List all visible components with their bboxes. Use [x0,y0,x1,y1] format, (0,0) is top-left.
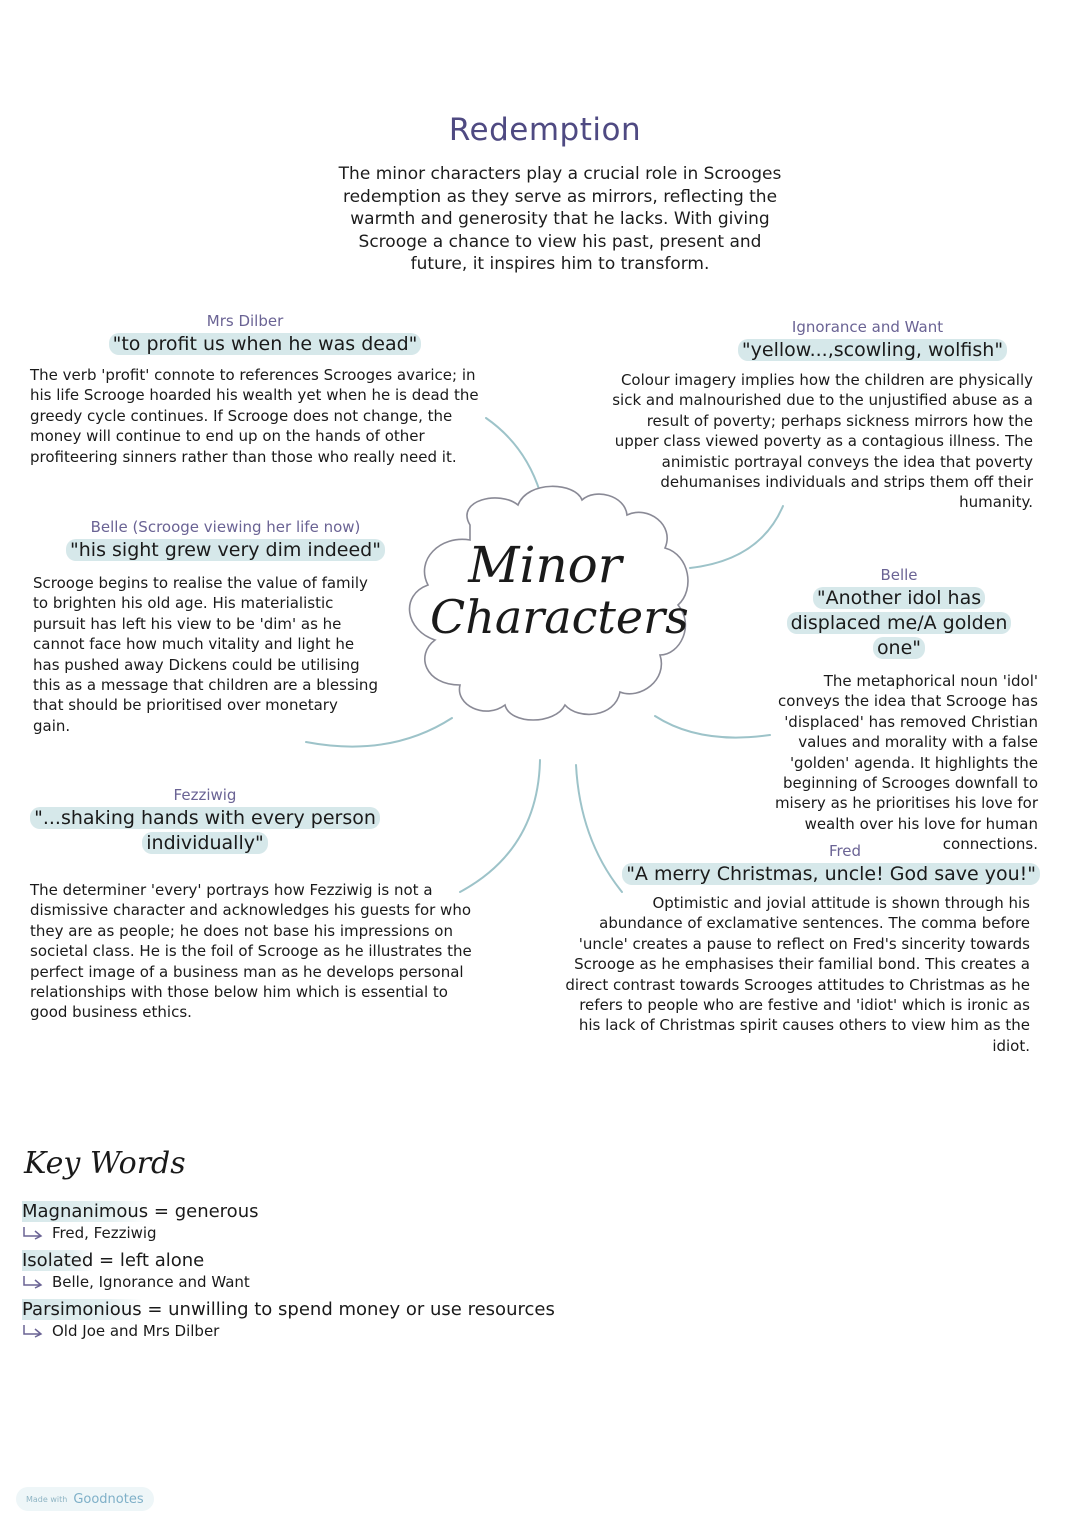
key-word-examples-line [22,1322,582,1340]
key-word-definition: = left alone [93,1250,205,1271]
key-word-term-line [22,1299,582,1320]
character-block-ignorance-want [600,318,1033,513]
return-arrow-icon [22,1324,44,1338]
key-word-definition: = unwilling to spend money or use resources [141,1299,555,1320]
center-topic-line2: Characters [430,590,689,644]
character-block-fezziwig [30,786,480,1023]
badge-prefix: Made with [26,1494,68,1504]
character-name: Belle (Scrooge viewing her life now) [90,518,361,536]
character-name: Fezziwig [173,786,237,804]
character-block-mrs-dilber [30,312,490,467]
connector-belle-right [655,716,770,738]
center-topic-line1: Minor [468,536,622,594]
key-words-title: Key Words [24,1146,186,1181]
character-quote-wrap [690,338,1055,363]
character-analysis: Optimistic and jovial attitude is shown through his abundance of exclamative sentences. The comma before 'uncle' creates a pause to reflect on Fred's sincerity towards Scrooge as he emphasises their familial bond. This creates a direct contrast towards Scrooges attitudes to Christmas as he refers to people who are festive and 'idiot' which is ironic as his lack of Christmas spirit causes others to view him as the idiot. [565,894,1030,1055]
character-name: Ignorance and Want [791,318,944,336]
key-word-term-line [22,1201,582,1222]
character-quote: "...shaking hands with every person individually" [30,807,380,854]
character-quote: "yellow...,scowling, wolfish" [738,339,1007,361]
character-name: Belle [880,566,918,584]
key-word-examples: Belle, Ignorance and Want [52,1273,250,1291]
return-arrow-icon [22,1226,44,1240]
connector-ignorance-want [690,506,783,568]
key-words-list [22,1201,582,1340]
key-word-examples: Old Joe and Mrs Dilber [52,1322,220,1340]
character-quote: "Another idol has displaced me/A golden one" [787,587,1012,659]
character-quote: "to profit us when he was dead" [109,333,422,355]
connector-mrs-dilber [486,418,540,492]
character-quote: "his sight grew very dim indeed" [66,539,385,561]
character-analysis: The verb 'profit' connote to references Scrooges avarice; in his life Scrooge hoarded his wealth yet when he is dead the greedy cycle continues. If Scrooge does not change, the money will continue to end up on the hands of other profiteering sinners rather than those who really need it. [30,366,479,466]
badge-brand: Goodnotes [73,1491,144,1507]
key-word-item [22,1201,582,1242]
key-word-term-line [22,1250,582,1271]
character-name: Mrs Dilber [206,312,284,330]
character-analysis: Scrooge begins to realise the value of family to brighten his old age. His materialistic pursuit has left his view to be 'dim' as he cannot face how much vitality and light he has pushed away Dickens could be utilising this as a message that children are a blessing that should be prioritised over monetary gain. [33,574,378,735]
key-word-item [22,1250,582,1291]
character-quote: "A merry Christmas, uncle! God save you!" [622,863,1040,885]
key-word-examples-line [22,1224,582,1242]
key-word-examples: Fred, Fezziwig [52,1224,157,1242]
character-block-belle-left [33,518,381,736]
character-quote-wrap [30,806,380,856]
character-analysis: Colour imagery implies how the children are physically sick and malnourished due to the unjustified abuse as a result of poverty; perhaps sickness mirrors how the upper class viewed poverty as a contagious illness. The animistic portrayal conveys the idea that poverty dehumanises individuals and strips them off their humanity. [612,371,1033,512]
character-name: Fred [828,842,862,860]
key-word-term: Magnanimous [22,1201,149,1222]
character-quote-wrap [768,586,1030,661]
character-quote-wrap [33,538,418,563]
key-word-term: Parsimonious [22,1299,142,1320]
center-topic [430,536,689,644]
intro-paragraph: The minor characters play a crucial role in Scrooges redemption as they serve as mirrors, reflecting the warmth and generosity that he lacks. With giving Scrooge a chance to view his past, present and future, it inspires him to transform. [338,164,782,274]
character-block-belle-right [768,566,1038,855]
page-title: Redemption [448,112,642,148]
key-word-definition: = generous [148,1201,259,1222]
character-analysis: The determiner 'every' portrays how Fezziwig is not a dismissive character and acknowledges his guests for who they are as people; he does not base his impressions on societal class. He is the foil of Scrooge as he illustrates the perfect image of a business man as he develops personal relationships with those below him which is essential to good business ethics. [30,881,472,1022]
character-quote-wrap [30,332,500,357]
key-word-item [22,1299,582,1340]
goodnotes-badge[interactable] [16,1487,154,1511]
key-word-term: Isolated [22,1250,94,1271]
return-arrow-icon [22,1275,44,1289]
character-block-fred [565,842,1036,1056]
character-analysis: The metaphorical noun 'idol' conveys the idea that Scrooge has 'displaced' has removed Christian values and morality with a false 'golden' agenda. It highlights the beginning of Scrooges downfall to misery as he prioritises his love for wealth over his love for human connections. [774,672,1038,854]
character-quote-wrap [565,862,1040,887]
key-word-examples-line [22,1273,582,1291]
